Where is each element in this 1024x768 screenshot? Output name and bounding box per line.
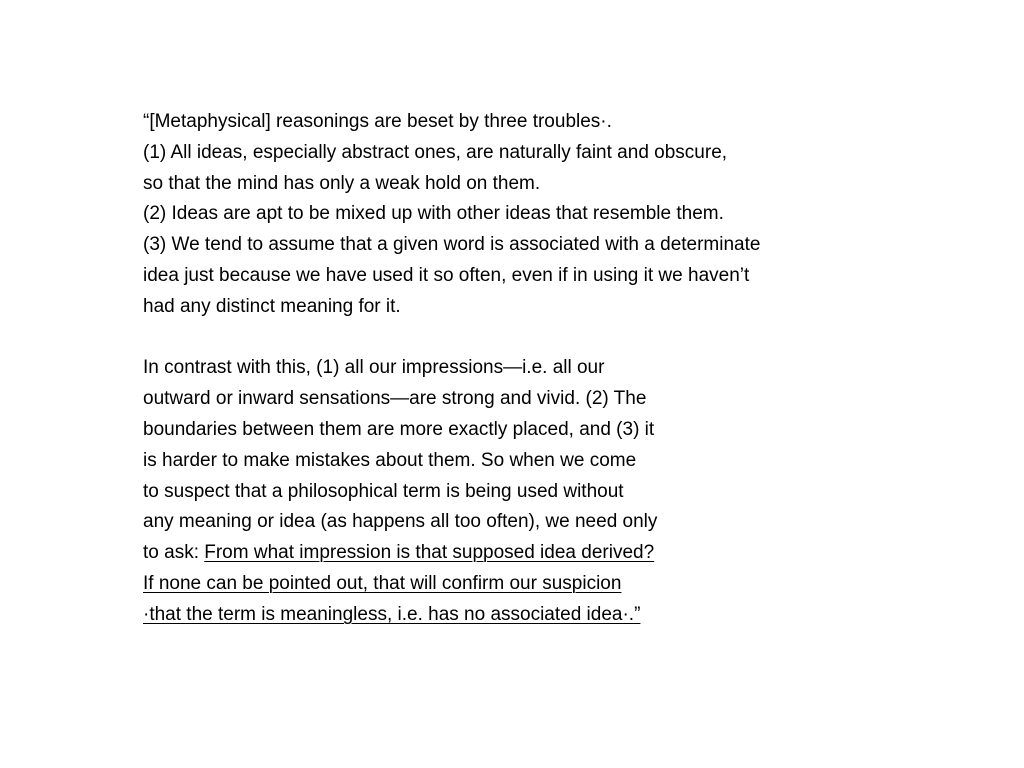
paragraph-2-line: boundaries between them are more exactly placed, and (3) it bbox=[143, 418, 655, 440]
paragraph-2-line: to suspect that a philosophical term is being used without bbox=[143, 480, 624, 502]
underlined-conclusion-line-wrap bbox=[143, 600, 923, 631]
underlined-question: From what impression is that supposed idea derived? bbox=[204, 542, 655, 564]
paragraph-1-line: (2) Ideas are apt to be mixed up with other ideas that resemble them. bbox=[143, 203, 724, 225]
paragraph-2-line: In contrast with this, (1) all our impressions—i.e. all our bbox=[143, 357, 605, 379]
paragraph-1-line: so that the mind has only a weak hold on them. bbox=[143, 172, 541, 194]
paragraph-1-line: (3) We tend to assume that a given word is associated with a determinate bbox=[143, 234, 761, 256]
paragraph-2-line: is harder to make mistakes about them. So when we come bbox=[143, 449, 637, 471]
paragraph-1-line: had any distinct meaning for it. bbox=[143, 295, 401, 317]
paragraph-2-line: outward or inward sensations—are strong and vivid. (2) The bbox=[143, 388, 647, 410]
ask-prefix: to ask: bbox=[143, 542, 205, 564]
paragraph-1-line: idea just because we have used it so often, even if in using it we haven’t bbox=[143, 264, 750, 286]
underlined-conclusion-line: If none can be pointed out, that will confirm our suspicion bbox=[143, 572, 622, 594]
paragraph-2-last-line bbox=[143, 538, 923, 569]
quote-text-block bbox=[143, 107, 923, 631]
paragraph-1-line: (1) All ideas, especially abstract ones, are naturally faint and obscure, bbox=[143, 141, 728, 163]
underlined-conclusion-line: ·that the term is meaningless, i.e. has no associated idea·.” bbox=[143, 603, 641, 625]
paragraph-gap bbox=[143, 323, 923, 354]
paragraph-1-line: “[Metaphysical] reasonings are beset by three troubles·. bbox=[143, 111, 612, 132]
paragraph-2-line: any meaning or idea (as happens all too often), we need only bbox=[143, 511, 658, 533]
